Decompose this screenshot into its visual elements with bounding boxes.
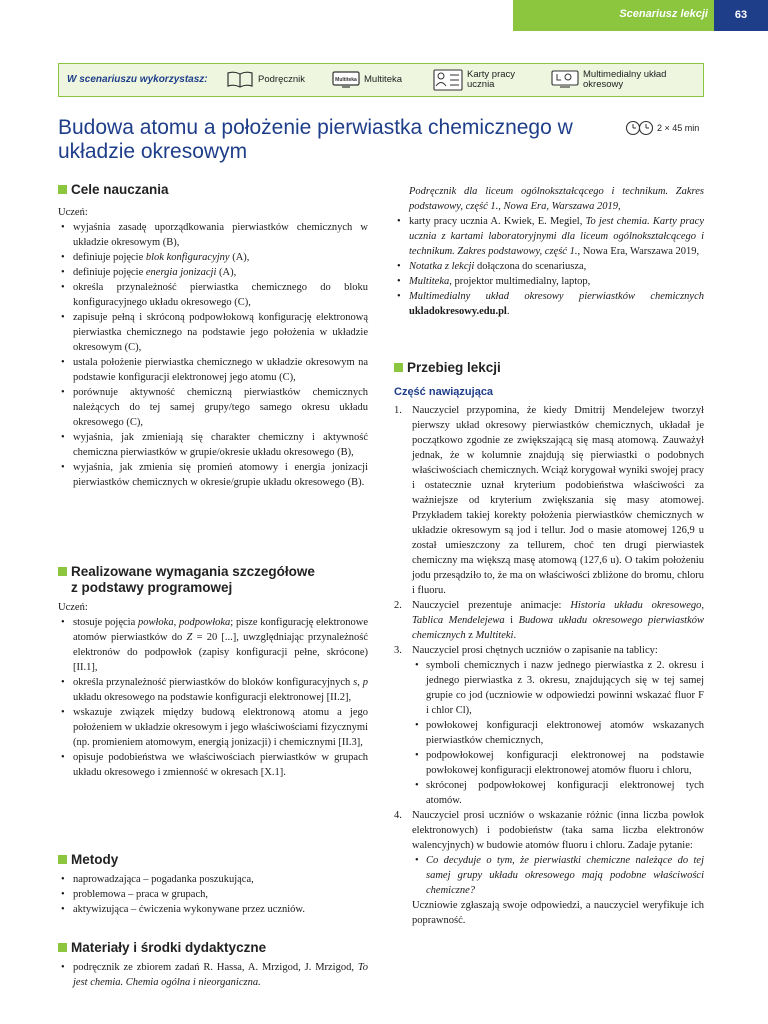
section-heading-cele bbox=[58, 182, 368, 198]
przebieg-steps bbox=[394, 403, 704, 928]
clock-icon bbox=[625, 120, 655, 136]
wymagania-list-item: • wskazuje związek między budową elektronową atomu a jego położeniem w układzie okresowym i jego właściwościami fizycznymi (np. promieniem atomowym, energią jonizacji) i chemicznymi [II.3], bbox=[58, 705, 368, 750]
przebieg-step bbox=[394, 598, 704, 643]
przebieg-heading-text: Przebieg lekcji bbox=[407, 360, 501, 375]
cele-list bbox=[58, 220, 368, 490]
materialy-list-item: • podręcznik ze zbiorem zadań R. Hassa, A. Mrzigod, J. Mrzigod, To jest chemia. Chemia ogólna i nieorganiczna. bbox=[58, 960, 368, 990]
duration-text: 2 × 45 min bbox=[657, 123, 700, 133]
cele-list-item: • definiuje pojęcie energia jonizacji (A), bbox=[58, 265, 368, 280]
cards-icon bbox=[433, 69, 463, 91]
multiteka-icon bbox=[332, 69, 360, 89]
metody-list bbox=[58, 872, 368, 917]
materialy-list-item: • Notatka z lekcji dołączona do scenariusza, bbox=[394, 259, 704, 274]
resource-karty bbox=[433, 69, 533, 91]
cele-list-item: • definiuje pojęcie blok konfiguracyjny (A), bbox=[58, 250, 368, 265]
step-sublist bbox=[412, 853, 704, 898]
materialy-list-part2 bbox=[394, 214, 704, 319]
step-subitem: • powłokowej konfiguracji elektronowej atomów wskazanych pierwiastków chemicznych, bbox=[412, 718, 704, 748]
step-subitem: • Co decyduje o tym, że pierwiastki chemiczne należące do tej samej grupy układu okresowego mają podobne właściwości chemiczne? bbox=[412, 853, 704, 898]
wymagania-list-item: • stosuje pojęcia powłoka, podpowłoka; pisze konfigurację elektronowe atomów pierwiastków do Z = 20 [...], uwzględniając przynależność elektronów do podpowłok (zapisy konfiguracji pełne, skrócone) [II.1], bbox=[58, 615, 368, 675]
section-heading-materialy bbox=[58, 940, 368, 956]
step-text: Nauczyciel przypomina, że kiedy Dmitrij Mendelejew tworzył pierwszy układ okresowy pierwiastków chemicznych, układał je początkowo zgodnie ze zwiększającą się masą atomową. Zauważył jednak, że w kolumnie znajdują się pierwiastki o podobnych właściwościach chemicznych. Wciąż korygował wyniki swojej pracy i ostatecznie uznał kryterium podobieństwa właściwości za ważniejsze od kryterium zwiększania się masy atomowej. Przykładem takiej korekty położenia pierwiastków chemicznych w układzie okresowym są jod i tellur. Jod o masie atomowej 126,9 u został umieszczony za tellurem, choć ten drugi pierwiastek chemiczny ma większą masę atomową (127,6 u). O takim położeniu jodu przesądziło to, że ma on właściwości zbliżone do bromu, chloru i fluoru. bbox=[412, 405, 704, 596]
przebieg-step bbox=[394, 808, 704, 928]
step-text: Nauczyciel prezentuje animacje: Historia układu okresowego, Tablica Mendelejewa i Budowa układu okresowego pierwiastków chemicznych z Multiteki. bbox=[412, 600, 705, 641]
resources-label: W scenariuszu wykorzystasz: bbox=[67, 74, 208, 85]
cele-list-item: • zapisuje pełną i skróconą podpowłokową konfigurację elektronową pierwiastka chemicznego na podstawie jego położenia w układzie okresowym (C), bbox=[58, 310, 368, 355]
section-heading-wymagania bbox=[58, 564, 368, 596]
step-number: 1. bbox=[394, 405, 402, 416]
square-bullet-icon bbox=[58, 185, 67, 194]
przebieg-step bbox=[394, 403, 704, 598]
materialy-list-item: • Multimedialny układ okresowy pierwiastków chemicznych ukladokresowy.edu.pl. bbox=[394, 289, 704, 319]
step-subitem: • podpowłokowej konfiguracji elektronowej na podstawie powłokowej konfiguracji elektronowej atomów fluoru i chloru, bbox=[412, 748, 704, 778]
square-bullet-icon bbox=[394, 363, 403, 372]
cele-intro: Uczeń: bbox=[58, 207, 88, 218]
section-heading-przebieg bbox=[394, 360, 704, 376]
square-bullet-icon bbox=[58, 943, 67, 952]
step-number: 4. bbox=[394, 810, 402, 821]
materialy-heading-text: Materiały i środki dydaktyczne bbox=[71, 940, 267, 955]
square-bullet-icon bbox=[58, 567, 67, 576]
step-number: 2. bbox=[394, 600, 402, 611]
wymagania-intro: Uczeń: bbox=[58, 602, 88, 613]
square-bullet-icon bbox=[58, 855, 67, 864]
wymagania-list bbox=[58, 615, 368, 780]
metody-heading-text: Metody bbox=[71, 852, 119, 867]
page-title: Budowa atomu a położenie pierwiastka chemicznego w układzie okresowym bbox=[58, 116, 573, 163]
wymagania-heading-line2: z podstawy programowej bbox=[71, 580, 233, 595]
materialy-continuation: Podręcznik dla liceum ogólnokształcącego i technikum. Zakres podstawowy, część 1., Nowa Era, Warszawa 2019, bbox=[409, 186, 704, 212]
resource-label-karty: Karty pracy ucznia bbox=[467, 69, 516, 90]
cele-list-item: • porównuje aktywność chemiczną pierwiastków chemicznych należących do tej samej grupy/tego samego okresu układu okresowego (C), bbox=[58, 385, 368, 430]
section-heading-metody bbox=[58, 852, 368, 868]
resource-multiteka bbox=[332, 69, 422, 91]
przebieg-step bbox=[394, 643, 704, 808]
page-header-bar bbox=[513, 0, 768, 31]
wymagania-heading-line1: Realizowane wymagania szczegółowe bbox=[71, 564, 315, 579]
page-number: 63 bbox=[714, 0, 768, 31]
resource-label-podrecznik: Podręcznik bbox=[258, 74, 305, 85]
cele-list-item: • określa przynależność pierwiastka chemicznego do bloku konfiguracyjnego układu okresowego (C), bbox=[58, 280, 368, 310]
cele-list-item: • wyjaśnia, jak zmienia się promień atomowy i energia jonizacji pierwiastków chemicznych w okresie/grupie układu okresowego (B). bbox=[58, 460, 368, 490]
section-title: Scenariusz lekcji bbox=[619, 8, 708, 20]
resource-label-multiteka: Multiteka bbox=[364, 74, 403, 85]
step-after-text: Uczniowie zgłaszają swoje odpowiedzi, a nauczyciel weryfikuje ich poprawność. bbox=[412, 900, 704, 926]
multiteka-icon-text: Multiteka bbox=[335, 77, 357, 83]
resource-uklad bbox=[551, 69, 691, 91]
wymagania-list-item: • określa przynależność pierwiastków do bloków konfiguracyjnych s, p układu okresowego na podstawie konfiguracji elektronowej [II.2], bbox=[58, 675, 368, 705]
step-subitem: • symboli chemicznych i nazw jednego pierwiastka z 2. okresu i jednego pierwiastka z 3. okresu, znajdujących się w tej samej grupie co jod (uczniowie w odpowiedzi powinni wskazać fluor F i chlor Cl), bbox=[412, 658, 704, 718]
book-icon bbox=[226, 69, 254, 89]
cele-heading-text: Cele nauczania bbox=[71, 182, 169, 197]
resource-podrecznik bbox=[226, 69, 316, 91]
cele-list-item: • ustala położenie pierwiastka chemicznego w układzie okresowym na podstawie konfiguracji elektronowej jego atomu (C), bbox=[58, 355, 368, 385]
wymagania-list-item: • opisuje podobieństwa we właściwościach pierwiastków w grupach układu okresowego i zmienność w okresach [X.1]. bbox=[58, 750, 368, 780]
resource-label-uklad: Multimedialny układ okresowy bbox=[583, 69, 667, 90]
step-text: Nauczyciel prosi uczniów o wskazanie różnic (inna liczba powłok elektronowych) i podobieństw (taka sama liczba elektronów walencyjnych) w budowie atomów fluoru i chloru. Zadaje pytanie: bbox=[412, 810, 704, 851]
przebieg-subheading: Część nawiązująca bbox=[394, 386, 494, 398]
resources-box bbox=[58, 63, 704, 97]
duration-badge bbox=[625, 120, 700, 141]
periodic-table-icon bbox=[551, 69, 579, 89]
step-number: 3. bbox=[394, 645, 402, 656]
step-sublist bbox=[412, 658, 704, 808]
materialy-list-item: • Multiteka, projektor multimedialny, laptop, bbox=[394, 274, 704, 289]
cele-list-item: • wyjaśnia zasadę uporządkowania pierwiastków chemicznych w układzie okresowym (B), bbox=[58, 220, 368, 250]
step-text: Nauczyciel prosi chętnych uczniów o zapisanie na tablicy: bbox=[412, 645, 658, 656]
metody-list-item: • naprowadzająca – pogadanka poszukująca, bbox=[58, 872, 368, 887]
materialy-list-item: • karty pracy ucznia A. Kwiek, E. Megiel, To jest chemia. Karty pracy ucznia z kartami laboratoryjnymi dla liceum ogólnokształcącego i technikum. Zakres podstawowy, część 1., Nowa Era, Warszawa 2019, bbox=[394, 214, 704, 259]
metody-list-item: • problemowa – praca w grupach, bbox=[58, 887, 368, 902]
metody-list-item: • aktywizująca – ćwiczenia wykonywane przez uczniów. bbox=[58, 902, 368, 917]
cele-list-item: • wyjaśnia, jak zmieniają się charakter chemiczny i aktywność chemiczna pierwiastków w grupie/okresie układu okresowego (B), bbox=[58, 430, 368, 460]
step-subitem: • skróconej podpowłokowej konfiguracji elektronowej tych atomów. bbox=[412, 778, 704, 808]
materialy-list-part1 bbox=[58, 960, 368, 990]
